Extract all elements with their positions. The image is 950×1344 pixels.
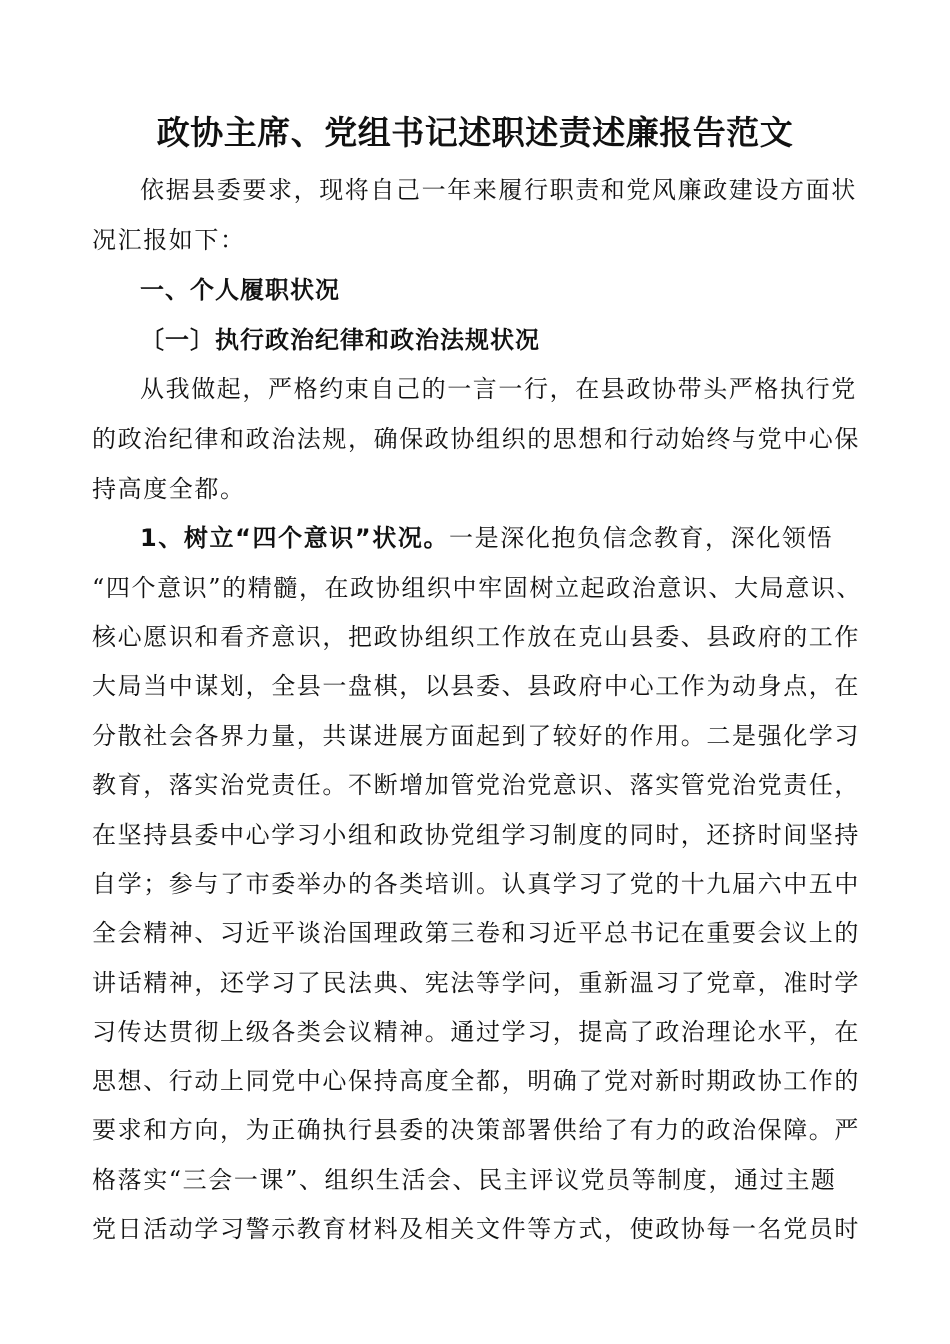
item-first-line (140, 521, 833, 555)
paragraph-line: 党日活动学习警示教育材料及相关文件等方式，使政协每一名党员时 (92, 1215, 860, 1243)
item-first-line-text: 一是深化抱负信念教育，深化领悟 (449, 524, 834, 552)
intro-line: 依据县委要求，现将自己一年来履行职责和党风廉政建设方面状 (140, 176, 857, 204)
paragraph-line: 格落实“三会一课”、组织生活会、民主评议党员等制度，通过主题 (92, 1166, 837, 1194)
paragraph-line: 在坚持县委中心学习小组和政协党组学习制度的同时，还挤时间坚持 (92, 821, 860, 849)
subsection-heading: 〔一〕执行政治纪律和政治法规状况 (140, 326, 540, 354)
paragraph-line: 从我做起，严格约束自己的一言一行，在县政协带头严格执行党 (140, 375, 857, 403)
paragraph-line: 持高度全都。 (92, 475, 246, 503)
paragraph-line: 自学；参与了市委举办的各类培训。认真学习了党的十九届六中五中 (92, 870, 860, 898)
item-lead: 1、树立“四个意识”状况。 (140, 524, 450, 552)
paragraph-line: 核心愿识和看齐意识，把政协组织工作放在克山县委、县政府的工作 (92, 623, 860, 651)
paragraph-line: 要求和方向，为正确执行县委的决策部署供给了有力的政治保障。严 (92, 1116, 860, 1144)
section-heading: 一、个人履职状况 (140, 276, 340, 304)
paragraph-line: 的政治纪律和政治法规，确保政协组织的思想和行动始终与党中心保 (92, 425, 860, 453)
paragraph-line: 大局当中谋划，全县一盘棋，以县委、县政府中心工作为动身点，在 (92, 672, 860, 700)
paragraph-line: 习传达贯彻上级各类会议精神。通过学习，提高了政治理论水平，在 (92, 1018, 860, 1046)
paragraph-line: 思想、行动上同党中心保持高度全都，明确了党对新时期政协工作的 (92, 1067, 860, 1095)
paragraph-line: 分散社会各界力量，共谋进展方面起到了较好的作用。二是强化学习 (92, 722, 860, 750)
paragraph-line: 全会精神、习近平谈治国理政第三卷和习近平总书记在重要会议上的 (92, 919, 860, 947)
intro-line: 况汇报如下： (92, 226, 246, 254)
paragraph-line: 教育，落实治党责任。不断增加管党治党意识、落实管党治党责任， (92, 771, 860, 799)
paragraph-line: 讲话精神，还学习了民法典、宪法等学问，重新温习了党章，准时学 (92, 969, 860, 997)
paragraph-line: “四个意识”的精髓，在政协组织中牢固树立起政治意识、大局意识、 (92, 574, 863, 602)
document-title: 政协主席、党组书记述职述责述廉报告范文 (156, 113, 794, 152)
